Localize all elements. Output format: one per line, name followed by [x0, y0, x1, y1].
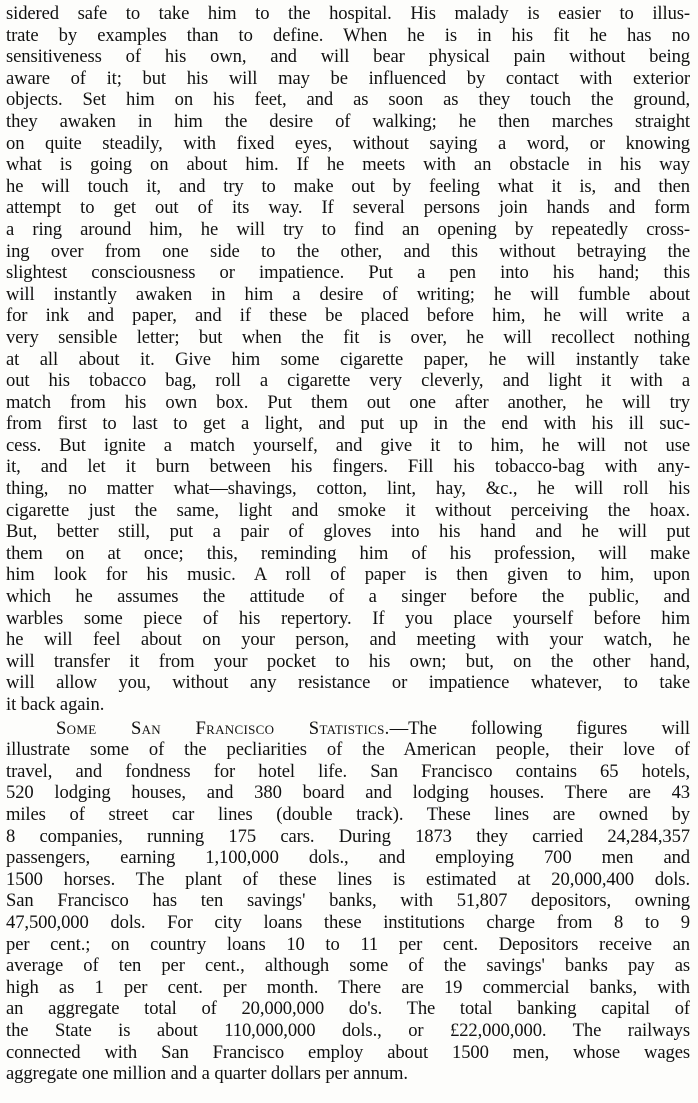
text-line: he will touch it, and try to make out by feeling what it is, and then — [6, 175, 690, 197]
text-line: he will feel about on your person, and meeting with your watch, he — [6, 629, 690, 651]
article-column — [6, 3, 690, 1085]
text-line: average of ten per cent., although some of the savings' banks pay as — [6, 955, 690, 977]
text-line: a ring around him, he will try to find an opening by repeatedly cross- — [6, 218, 690, 240]
text-line: cess. But ignite a match yourself, and give it to him, he will not use — [6, 434, 690, 456]
text-line: from first to last to get a light, and put up in the end with his ill suc- — [6, 413, 690, 435]
text-line: thing, no matter what—shavings, cotton, lint, hay, &c., he will roll his — [6, 478, 690, 500]
paragraph-san-francisco-statistics — [6, 718, 690, 1085]
text-line: aware of it; but his will may be influenced by contact with exterior — [6, 67, 690, 89]
text-line: per cent.; on country loans 10 to 11 per cent. Depositors receive an — [6, 933, 690, 955]
text-line: illustrate some of the pecliarities of the American people, their love of — [6, 739, 690, 761]
text-line: will allow you, without any resistance or impatience whatever, to take — [6, 672, 690, 694]
text-line: it back again. — [6, 694, 105, 715]
text-line: But, better still, put a pair of gloves into his hand and he will put — [6, 521, 690, 543]
text-line: at all about it. Give him some cigarette paper, he will instantly take — [6, 348, 690, 370]
paragraph-sleepwalker — [6, 3, 690, 716]
text-line: they awaken in him the desire of walking; he then marches straight — [6, 110, 690, 132]
text-line: ing over from one side to the other, and this without betraying the — [6, 240, 690, 262]
text-line: miles of street car lines (double track). These lines are owned by — [6, 803, 690, 825]
text-line: sidered safe to take him to the hospital. His malady is easier to illus- — [6, 3, 690, 24]
text-line: 47,500,000 dols. For city loans these institutions charge from 8 to 9 — [6, 911, 690, 933]
text-line: trate by examples than to define. When he is in his fit he has no — [6, 24, 690, 46]
text-line: out his tobacco bag, roll a cigarette very cleverly, and light it with a — [6, 370, 690, 392]
text-line: passengers, earning 1,100,000 dols., and employing 700 men and — [6, 847, 690, 869]
text-line: travel, and fondness for hotel life. San Francisco contains 65 hotels, — [6, 760, 690, 782]
text-line: cigarette just the same, light and smoke it without perceiving the hoax. — [6, 499, 690, 521]
text-line: attempt to get out of its way. If several persons join hands and form — [6, 197, 690, 219]
text-line: 520 lodging houses, and 380 board and lodging houses. There are 43 — [6, 782, 690, 804]
text-line: sensitiveness of his own, and will bear physical pain without being — [6, 46, 690, 68]
heading-continuation: —The following figures will — [389, 717, 690, 739]
section-heading: Some San Francisco Statistics. — [56, 717, 390, 739]
text-line: them on at once; this, reminding him of his profession, will make — [6, 542, 690, 564]
text-line: which he assumes the attitude of a singer before the public, and — [6, 586, 690, 608]
text-line: objects. Set him on his feet, and as soon as they touch the ground, — [6, 89, 690, 111]
text-line: on quite steadily, with fixed eyes, without saying a word, or knowing — [6, 132, 690, 154]
text-line: an aggregate total of 20,000,000 do's. The total banking capital of — [6, 998, 690, 1020]
text-line: match from his own box. Put them out one after another, he will try — [6, 391, 690, 413]
text-line: 8 companies, running 175 cars. During 1873 they carried 24,284,357 — [6, 825, 690, 847]
text-line: it, and let it burn between his fingers. Fill his tobacco-bag with any- — [6, 456, 690, 478]
text-line: aggregate one million and a quarter dollars per annum. — [6, 1063, 408, 1085]
text-line: very sensible letter; but when the fit is over, he will recollect nothing — [6, 326, 690, 348]
text-line: will transfer it from your pocket to his own; but, on the other hand, — [6, 650, 690, 672]
text-line — [6, 718, 690, 740]
text-line: for ink and paper, and if these be placed before him, he will write a — [6, 305, 690, 327]
text-line: will instantly awaken in him a desire of writing; he will fumble about — [6, 283, 690, 305]
text-line: warbles some piece of his repertory. If you place yourself before him — [6, 607, 690, 629]
text-line: high as 1 per cent. per month. There are 19 commercial banks, with — [6, 976, 690, 998]
text-line: slightest consciousness or impatience. Put a pen into his hand; this — [6, 262, 690, 284]
text-line: San Francisco has ten savings' banks, with 51,807 depositors, owning — [6, 890, 690, 912]
text-line: the State is about 110,000,000 dols., or £22,000,000. The railways — [6, 1019, 690, 1041]
text-line: 1500 horses. The plant of these lines is estimated at 20,000,400 dols. — [6, 868, 690, 890]
text-line: him look for his music. A roll of paper is then given to him, upon — [6, 564, 690, 586]
text-line: connected with San Francisco employ about 1500 men, whose wages — [6, 1041, 690, 1063]
text-line: what is going on about him. If he meets with an obstacle in his way — [6, 154, 690, 176]
